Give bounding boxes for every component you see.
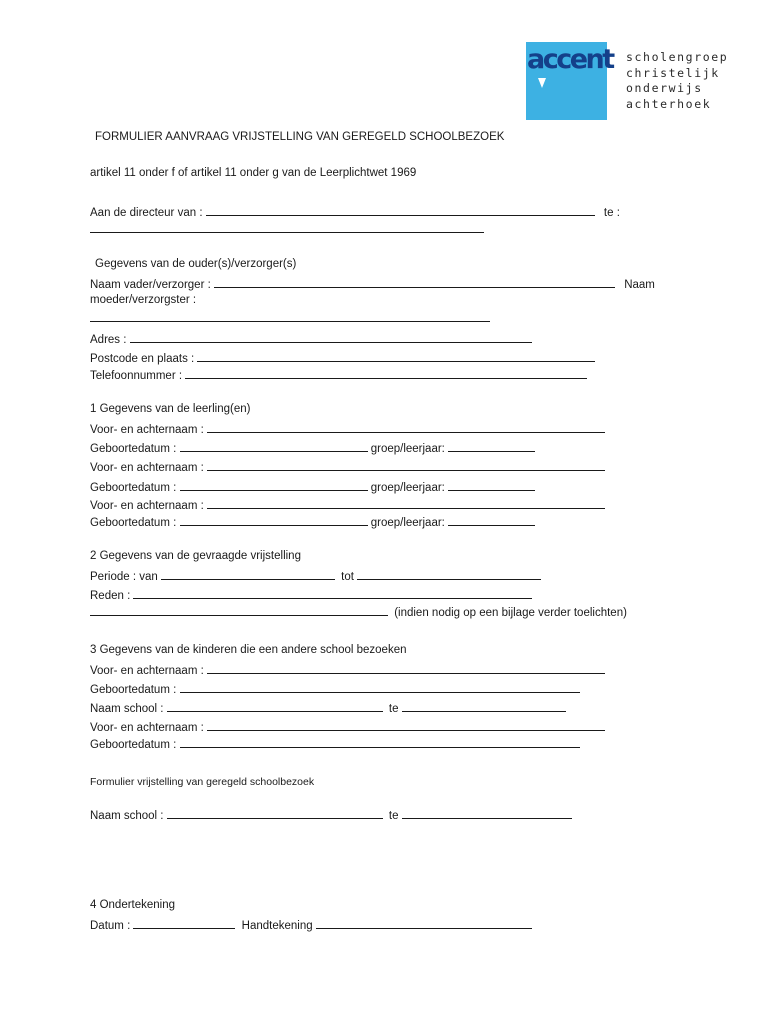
- vader-field[interactable]: [214, 277, 615, 288]
- periode-row: [90, 569, 541, 583]
- kind-school-row: [90, 701, 566, 715]
- reden-row: [90, 588, 532, 602]
- school2-te-field[interactable]: [402, 808, 572, 819]
- leerling-geboorte-field[interactable]: [180, 441, 368, 452]
- kind-naam-label: Voor- en achternaam :: [90, 665, 204, 677]
- reden-label: Reden :: [90, 590, 131, 602]
- parents-heading: Gegevens van de ouder(s)/verzorger(s): [95, 258, 297, 270]
- directeur-field[interactable]: [206, 205, 595, 216]
- leerling-naam-row: [90, 460, 605, 474]
- telefoon-field[interactable]: [185, 368, 587, 379]
- datum-field[interactable]: [133, 918, 235, 929]
- adres-field[interactable]: [130, 332, 532, 343]
- logo-tagline-line: christelijk: [626, 65, 720, 80]
- leerling-geboorte-row: [90, 515, 535, 529]
- handtekening-field[interactable]: [316, 918, 532, 929]
- kind-naam-label: Voor- en achternaam :: [90, 722, 204, 734]
- directeur-row-2: [90, 222, 484, 236]
- kind-school-field[interactable]: [167, 701, 383, 712]
- reden-field[interactable]: [133, 588, 532, 599]
- telefoon-row: [90, 368, 587, 382]
- leerling-naam-label: Voor- en achternaam :: [90, 424, 204, 436]
- periode-van-field[interactable]: [161, 569, 335, 580]
- kind-school-te-field[interactable]: [402, 701, 566, 712]
- logo-tagline: [626, 50, 728, 112]
- periode-label: Periode : van: [90, 571, 158, 583]
- leerling-naam-row: [90, 422, 605, 436]
- kind-geboorte-row: [90, 737, 580, 751]
- directeur-row: [90, 205, 620, 219]
- handtekening-label: Handtekening: [241, 920, 313, 932]
- moeder-label-b: moeder/verzorgster :: [90, 294, 197, 306]
- leerling-naam-field[interactable]: [207, 498, 605, 509]
- periode-tot-field[interactable]: [357, 569, 541, 580]
- signature-row: [90, 918, 532, 932]
- logo-tagline-line: achterhoek: [626, 96, 712, 111]
- directeur-label: Aan de directeur van :: [90, 207, 203, 219]
- moeder-row: [90, 311, 490, 325]
- section3-heading: 3 Gegevens van de kinderen die een andere school bezoeken: [90, 644, 407, 656]
- leerling-naam-field[interactable]: [207, 422, 605, 433]
- postcode-field[interactable]: [197, 351, 595, 362]
- kind-geboorte-field[interactable]: [180, 737, 580, 748]
- leerling-geboorte-row: [90, 480, 535, 494]
- moeder-label-a: Naam: [624, 279, 655, 291]
- logo-tagline-line: scholengroep: [626, 50, 729, 64]
- leerling-geboorte-field[interactable]: [180, 480, 368, 491]
- leerling-geboorte-label: Geboortedatum :: [90, 482, 177, 494]
- logo-wordmark: accent: [527, 44, 613, 75]
- kind-geboorte-label: Geboortedatum :: [90, 739, 177, 751]
- periode-tot-label: tot: [341, 571, 354, 583]
- vader-label: Naam vader/verzorger :: [90, 279, 211, 291]
- leerling-geboorte-label: Geboortedatum :: [90, 443, 177, 455]
- kind-geboorte-field[interactable]: [180, 682, 580, 693]
- reden-row-2: [90, 605, 627, 619]
- directeur-te-label: te :: [603, 207, 620, 219]
- logo-tab-shape: [538, 78, 546, 88]
- leerling-geboorte-label: Geboortedatum :: [90, 517, 177, 529]
- section2-heading: 2 Gegevens van de gevraagde vrijstelling: [90, 550, 301, 562]
- postcode-row: [90, 351, 595, 365]
- leerling-groep-label: groep/leerjaar:: [370, 482, 445, 494]
- kind-geboorte-row: [90, 682, 580, 696]
- school2-row: [90, 808, 572, 822]
- section1-heading: 1 Gegevens van de leerling(en): [90, 403, 251, 415]
- directeur-te-field[interactable]: [90, 222, 484, 233]
- telefoon-label: Telefoonnummer :: [90, 370, 183, 382]
- school2-field[interactable]: [167, 808, 383, 819]
- leerling-groep-field[interactable]: [448, 441, 535, 452]
- leerling-groep-label: groep/leerjaar:: [370, 443, 445, 455]
- leerling-geboorte-field[interactable]: [180, 515, 368, 526]
- leerling-groep-field[interactable]: [448, 480, 535, 491]
- leerling-naam-label: Voor- en achternaam :: [90, 500, 204, 512]
- leerling-naam-field[interactable]: [207, 460, 605, 471]
- reden-field-2[interactable]: [90, 605, 388, 616]
- leerling-naam-label: Voor- en achternaam :: [90, 462, 204, 474]
- school2-label: Naam school :: [90, 810, 164, 822]
- section4-heading: 4 Ondertekening: [90, 899, 176, 911]
- form-footer-note: Formulier vrijstelling van geregeld schoolbezoek: [90, 776, 315, 788]
- leerling-groep-label: groep/leerjaar:: [370, 517, 445, 529]
- kind-school-te-label: te: [388, 703, 399, 715]
- form-subtitle: artikel 11 onder f of artikel 11 onder g van de Leerplichtwet 1969: [90, 167, 417, 179]
- postcode-label: Postcode en plaats :: [90, 353, 195, 365]
- datum-label: Datum :: [90, 920, 131, 932]
- kind-naam-field[interactable]: [207, 720, 605, 731]
- kind-naam-field[interactable]: [207, 663, 605, 674]
- kind-naam-row: [90, 663, 605, 677]
- form-title: FORMULIER AANVRAAG VRIJSTELLING VAN GEREGELD SCHOOLBEZOEK: [95, 131, 505, 143]
- vader-row: [90, 277, 655, 291]
- logo-tagline-line: onderwijs: [626, 81, 703, 95]
- reden-note: (indien nodig op een bijlage verder toelichten): [394, 607, 627, 619]
- moeder-field[interactable]: [90, 311, 490, 322]
- school2-te-label: te: [388, 810, 399, 822]
- leerling-groep-field[interactable]: [448, 515, 535, 526]
- adres-row: [90, 332, 532, 346]
- leerling-geboorte-row: [90, 441, 535, 455]
- adres-label: Adres :: [90, 334, 127, 346]
- leerling-naam-row: [90, 498, 605, 512]
- kind-naam-row: [90, 720, 605, 734]
- kind-geboorte-label: Geboortedatum :: [90, 684, 177, 696]
- kind-school-label: Naam school :: [90, 703, 164, 715]
